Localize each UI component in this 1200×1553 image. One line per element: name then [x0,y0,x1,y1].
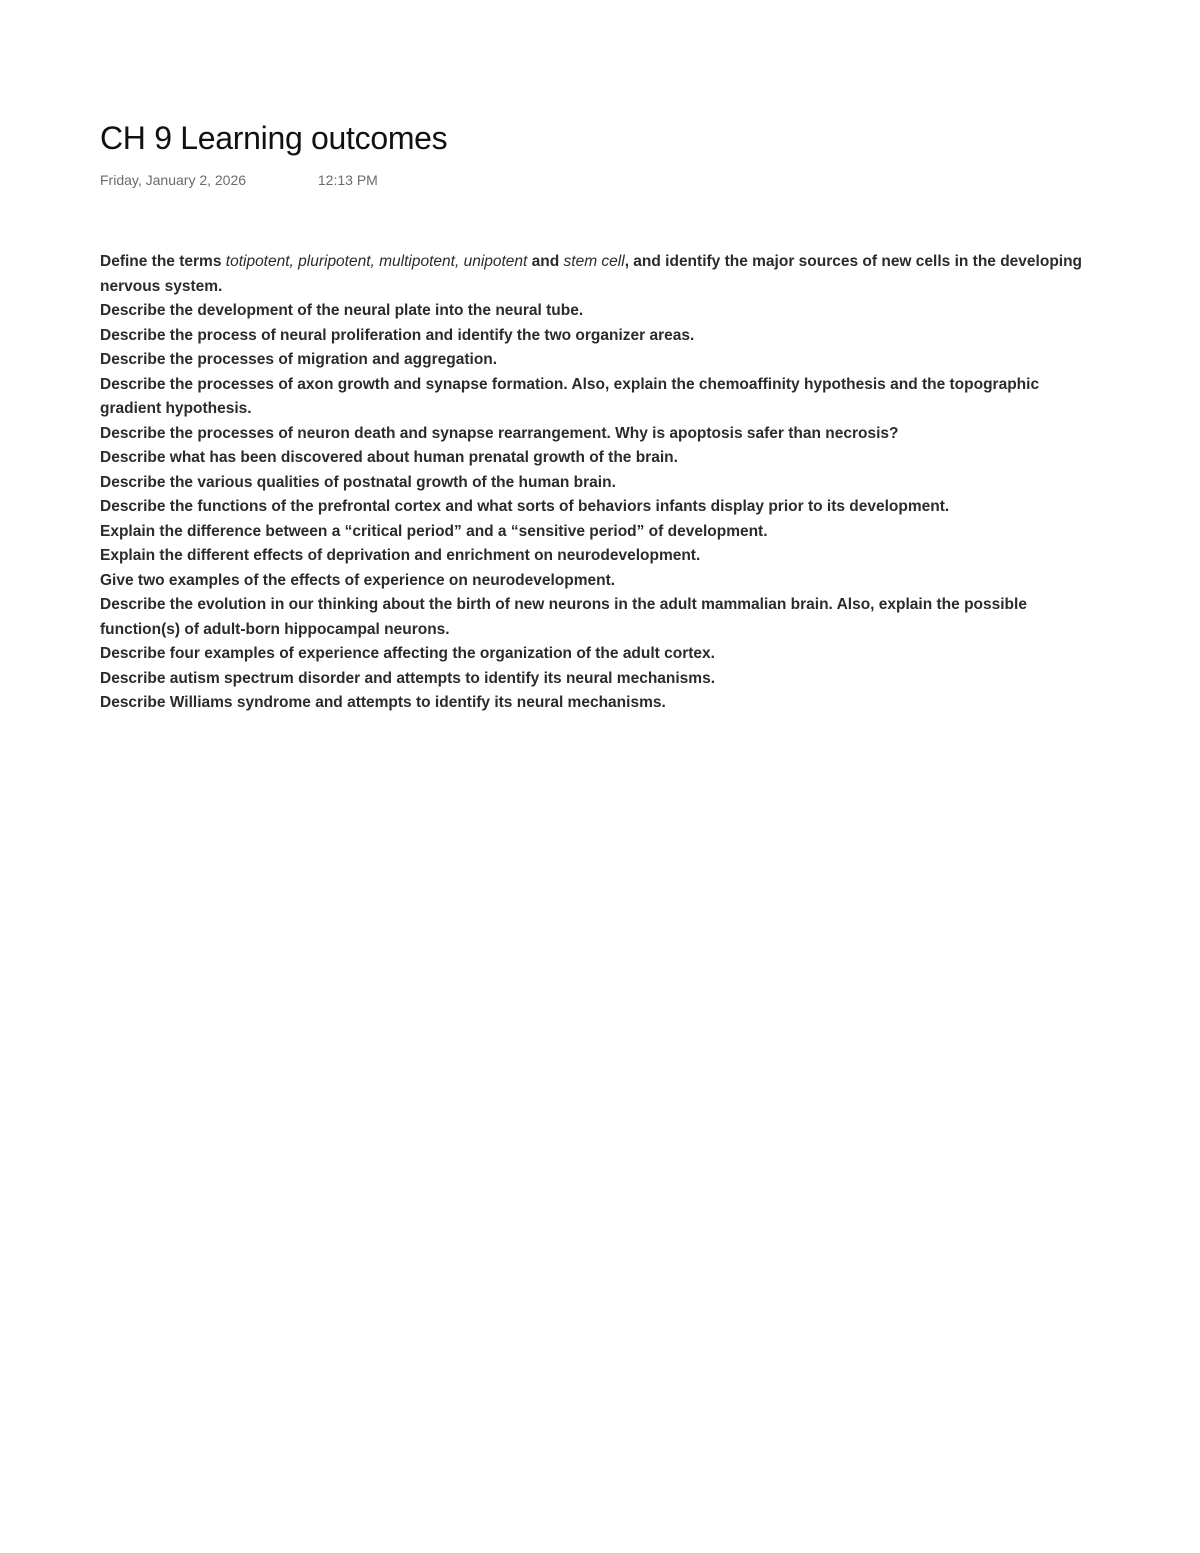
note-page [100,118,1090,716]
outcome-item: Describe autism spectrum disorder and attempts to identify its neural mechanisms. [100,669,716,687]
outcome-text-part: , and identify the major sources of new cells in the developing nervous system. [100,253,1083,295]
outcome-item: Explain the difference between a “critical period” and a “sensitive period” of development. [100,522,768,540]
outcome-item [100,250,1090,299]
outcome-term-italic: totipotent, pluripotent, multipotent, unipotent [225,253,528,270]
note-time: 12:13 PM [317,172,378,188]
outcomes-list[interactable] [100,250,1090,716]
outcome-item: Describe the processes of axon growth and synapse formation. Also, explain the chemoaffinity hypothesis and the topographic gradient hypothesis. [100,375,1040,417]
note-date: Friday, January 2, 2026 [100,172,247,188]
outcome-item: Describe the development of the neural plate into the neural tube. [100,302,584,319]
outcome-item: Describe what has been discovered about human prenatal growth of the brain. [100,449,678,466]
outcome-item: Describe the functions of the prefrontal cortex and what sorts of behaviors infants display prior to its development. [100,498,950,515]
page-title[interactable]: CH 9 Learning outcomes [100,120,448,156]
outcome-item: Explain the different effects of deprivation and enrichment on neurodevelopment. [100,547,701,564]
note-metadata [100,170,1090,190]
outcome-item: Describe Williams syndrome and attempts to identify its neural mechanisms. [100,694,666,711]
outcome-item: Describe the evolution in our thinking about the birth of new neurons in the adult mammalian brain. Also, explain the possible function(s) of adult-born hippocampal neurons. [100,596,1027,638]
outcome-item: Describe the processes of neuron death and synapse rearrangement. Why is apoptosis safer than necrosis? [100,424,899,442]
outcome-item: Describe the various qualities of postnatal growth of the human brain. [100,473,616,491]
outcome-text-part: Define the terms [100,253,226,270]
outcome-item: Give two examples of the effects of experience on neurodevelopment. [100,571,616,589]
outcome-item: Describe four examples of experience affecting the organization of the adult cortex. [100,645,715,662]
outcome-term-italic: stem cell [563,253,625,270]
outcome-item: Describe the processes of migration and aggregation. [100,351,498,368]
outcome-text-part: and [527,253,564,270]
outcome-item: Describe the process of neural proliferation and identify the two organizer areas. [100,326,695,344]
